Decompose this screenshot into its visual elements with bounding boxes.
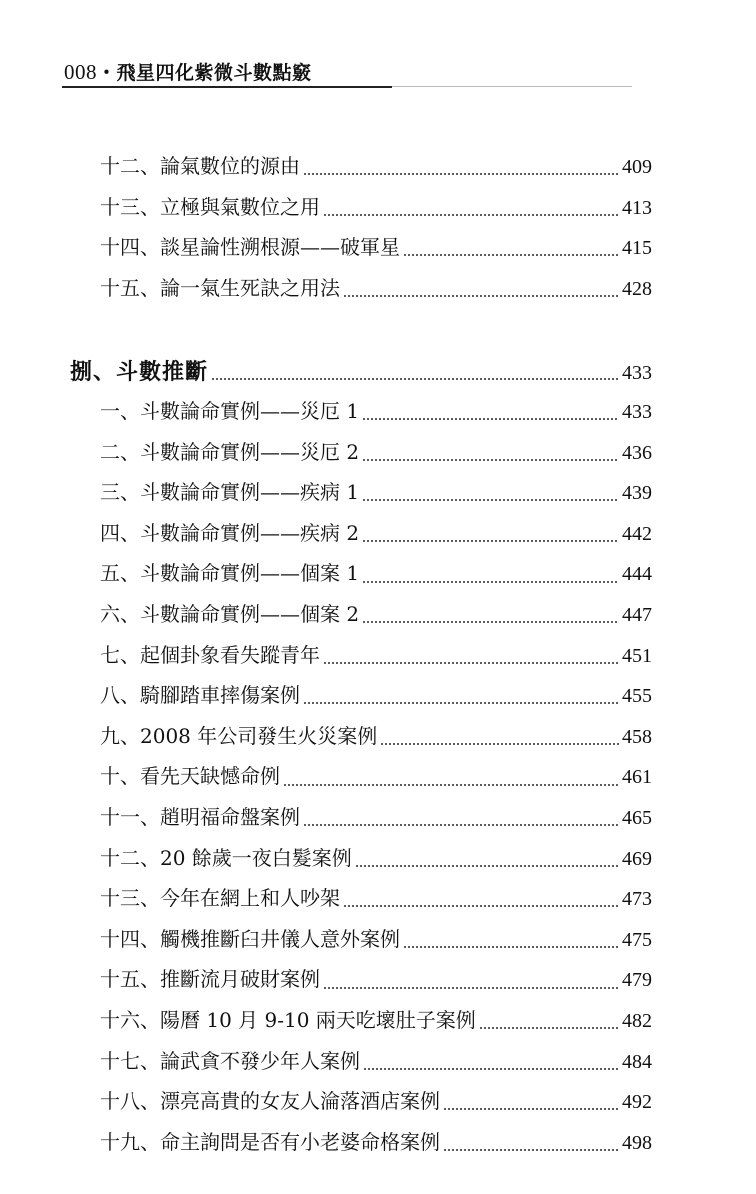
toc-entry [100, 598, 652, 639]
dot-leader [343, 904, 619, 908]
toc-entry-page: 447 [622, 603, 652, 626]
dot-leader [362, 498, 619, 502]
toc-entry [100, 395, 652, 436]
toc-entry [100, 842, 652, 883]
toc-entry-title: 十四、談星論性溯根源——破軍星 [100, 235, 400, 260]
toc-entry-title: 十、看先天缺憾命例 [100, 764, 280, 789]
toc-list-part-b [70, 355, 652, 1166]
toc-entry [100, 963, 652, 1004]
dot-leader [362, 580, 619, 584]
dot-leader [443, 1107, 619, 1111]
toc-entry-title: 八、騎腳踏車摔傷案例 [100, 683, 300, 708]
toc-entry [100, 1126, 652, 1167]
toc-entry-title: 十八、漂亮高貴的女友人淪落酒店案例 [100, 1089, 440, 1114]
toc-entry-title: 六、斗數論命實例——個案 2 [100, 601, 360, 626]
toc-entry [100, 1045, 652, 1086]
toc-entry-page: 433 [622, 401, 652, 423]
toc-entry-title: 十三、今年在網上和人吵架 [100, 886, 340, 911]
toc-entry-page: 492 [622, 1091, 652, 1114]
dot-leader [303, 172, 619, 176]
dot-leader [211, 377, 619, 381]
header-page-number: 008 [64, 60, 97, 84]
toc-entry [100, 272, 652, 313]
toc-entry-page: 458 [622, 725, 652, 748]
toc-entry-page: 461 [622, 766, 652, 789]
toc-entry-page: 415 [622, 237, 652, 260]
toc-entry-page: 469 [622, 847, 652, 870]
toc-entry-title: 十五、推斷流月破財案例 [100, 967, 320, 992]
toc-entry [100, 231, 652, 272]
toc-entry-page: 439 [622, 482, 652, 505]
toc-entry [100, 1085, 652, 1126]
toc-entry [100, 557, 652, 598]
toc-entry-title: 九、2008 年公司發生火災案例 [100, 723, 378, 748]
toc-entry-page: 498 [622, 1131, 652, 1154]
dot-leader [355, 864, 619, 868]
toc-entry-title: 七、起個卦象看失蹤青年 [100, 642, 320, 667]
toc-list-part-a [100, 150, 652, 312]
toc-entry-title: 十五、論一氣生死訣之用法 [100, 275, 340, 300]
toc-entry [100, 191, 652, 232]
toc-entry [100, 923, 652, 964]
header-rule-faint [392, 86, 632, 87]
dot-leader [479, 1026, 619, 1030]
toc-entry-page: 473 [622, 888, 652, 911]
toc-entry-title: 十二、20 餘歲一夜白髮案例 [100, 845, 352, 870]
dot-leader [362, 539, 619, 543]
dot-leader [380, 742, 619, 746]
dot-leader [363, 1067, 619, 1071]
toc-entry-page: 482 [622, 1009, 652, 1032]
toc-entry [100, 639, 652, 680]
toc-entry-page: 484 [622, 1050, 652, 1073]
dot-leader [283, 783, 619, 787]
toc-entry-title: 四、斗數論命實例——疾病 2 [100, 520, 360, 545]
dot-leader [403, 945, 619, 949]
dot-leader [362, 458, 619, 462]
toc-entry-title: 一、斗數論命實例——災厄 1 [100, 399, 360, 423]
dot-leader [343, 294, 619, 298]
header-separator: ・ [97, 62, 117, 84]
dot-leader [303, 701, 619, 705]
toc-entry-page: 455 [622, 685, 652, 708]
toc-entry [100, 801, 652, 842]
toc-entry-page: 409 [622, 156, 652, 178]
toc-entry-page: 451 [622, 644, 652, 667]
toc-entry-title: 十三、立極與氣數位之用 [100, 194, 320, 219]
running-header [64, 58, 312, 85]
header-book-title: 飛星四化紫微斗數點竅 [116, 62, 312, 84]
dot-leader [403, 253, 619, 257]
toc-entry [100, 760, 652, 801]
toc-entry-title: 二、斗數論命實例——災厄 2 [100, 439, 360, 464]
toc-section-heading [70, 355, 652, 395]
dot-leader [362, 620, 619, 624]
toc-entry [100, 436, 652, 477]
toc-entry-page: 436 [622, 441, 652, 464]
toc-entry [100, 1004, 652, 1045]
dot-leader [323, 986, 619, 990]
toc-entry-page: 442 [622, 522, 652, 545]
toc-entry [100, 882, 652, 923]
toc-section-page: 433 [622, 362, 652, 384]
header-rule [62, 86, 392, 88]
toc-entry-page: 475 [622, 928, 652, 951]
toc-entry [100, 476, 652, 517]
toc-entry-title: 三、斗數論命實例——疾病 1 [100, 480, 360, 505]
toc-entry [100, 517, 652, 558]
toc-entry [100, 679, 652, 720]
dot-leader [303, 823, 619, 827]
toc-entry-page: 465 [622, 806, 652, 829]
dot-leader [323, 661, 619, 665]
toc-entry-title: 十六、陽曆 10 月 9-10 兩天吃壞肚子案例 [100, 1007, 476, 1032]
toc-entry-title: 十九、命主詢問是否有小老婆命格案例 [100, 1129, 440, 1154]
dot-leader [362, 417, 619, 421]
toc-entry-page: 413 [622, 196, 652, 219]
toc-entry-title: 十一、趙明福命盤案例 [100, 804, 300, 829]
toc-entry-title: 十二、論氣數位的源由 [100, 154, 300, 178]
toc-entry-title: 五、斗數論命實例——個案 1 [100, 561, 360, 586]
toc-entry [100, 150, 652, 191]
toc-entry [100, 720, 652, 761]
toc-entry-page: 444 [622, 563, 652, 586]
dot-leader [323, 213, 619, 217]
toc-entry-page: 428 [622, 277, 652, 300]
toc-section-title: 捌、斗數推斷 [70, 359, 209, 385]
dot-leader [443, 1148, 619, 1152]
toc-entry-page: 479 [622, 969, 652, 992]
toc-entry-title: 十七、論武貪不發少年人案例 [100, 1048, 360, 1073]
toc-entry-title: 十四、觸機推斷臼井儀人意外案例 [100, 926, 400, 951]
